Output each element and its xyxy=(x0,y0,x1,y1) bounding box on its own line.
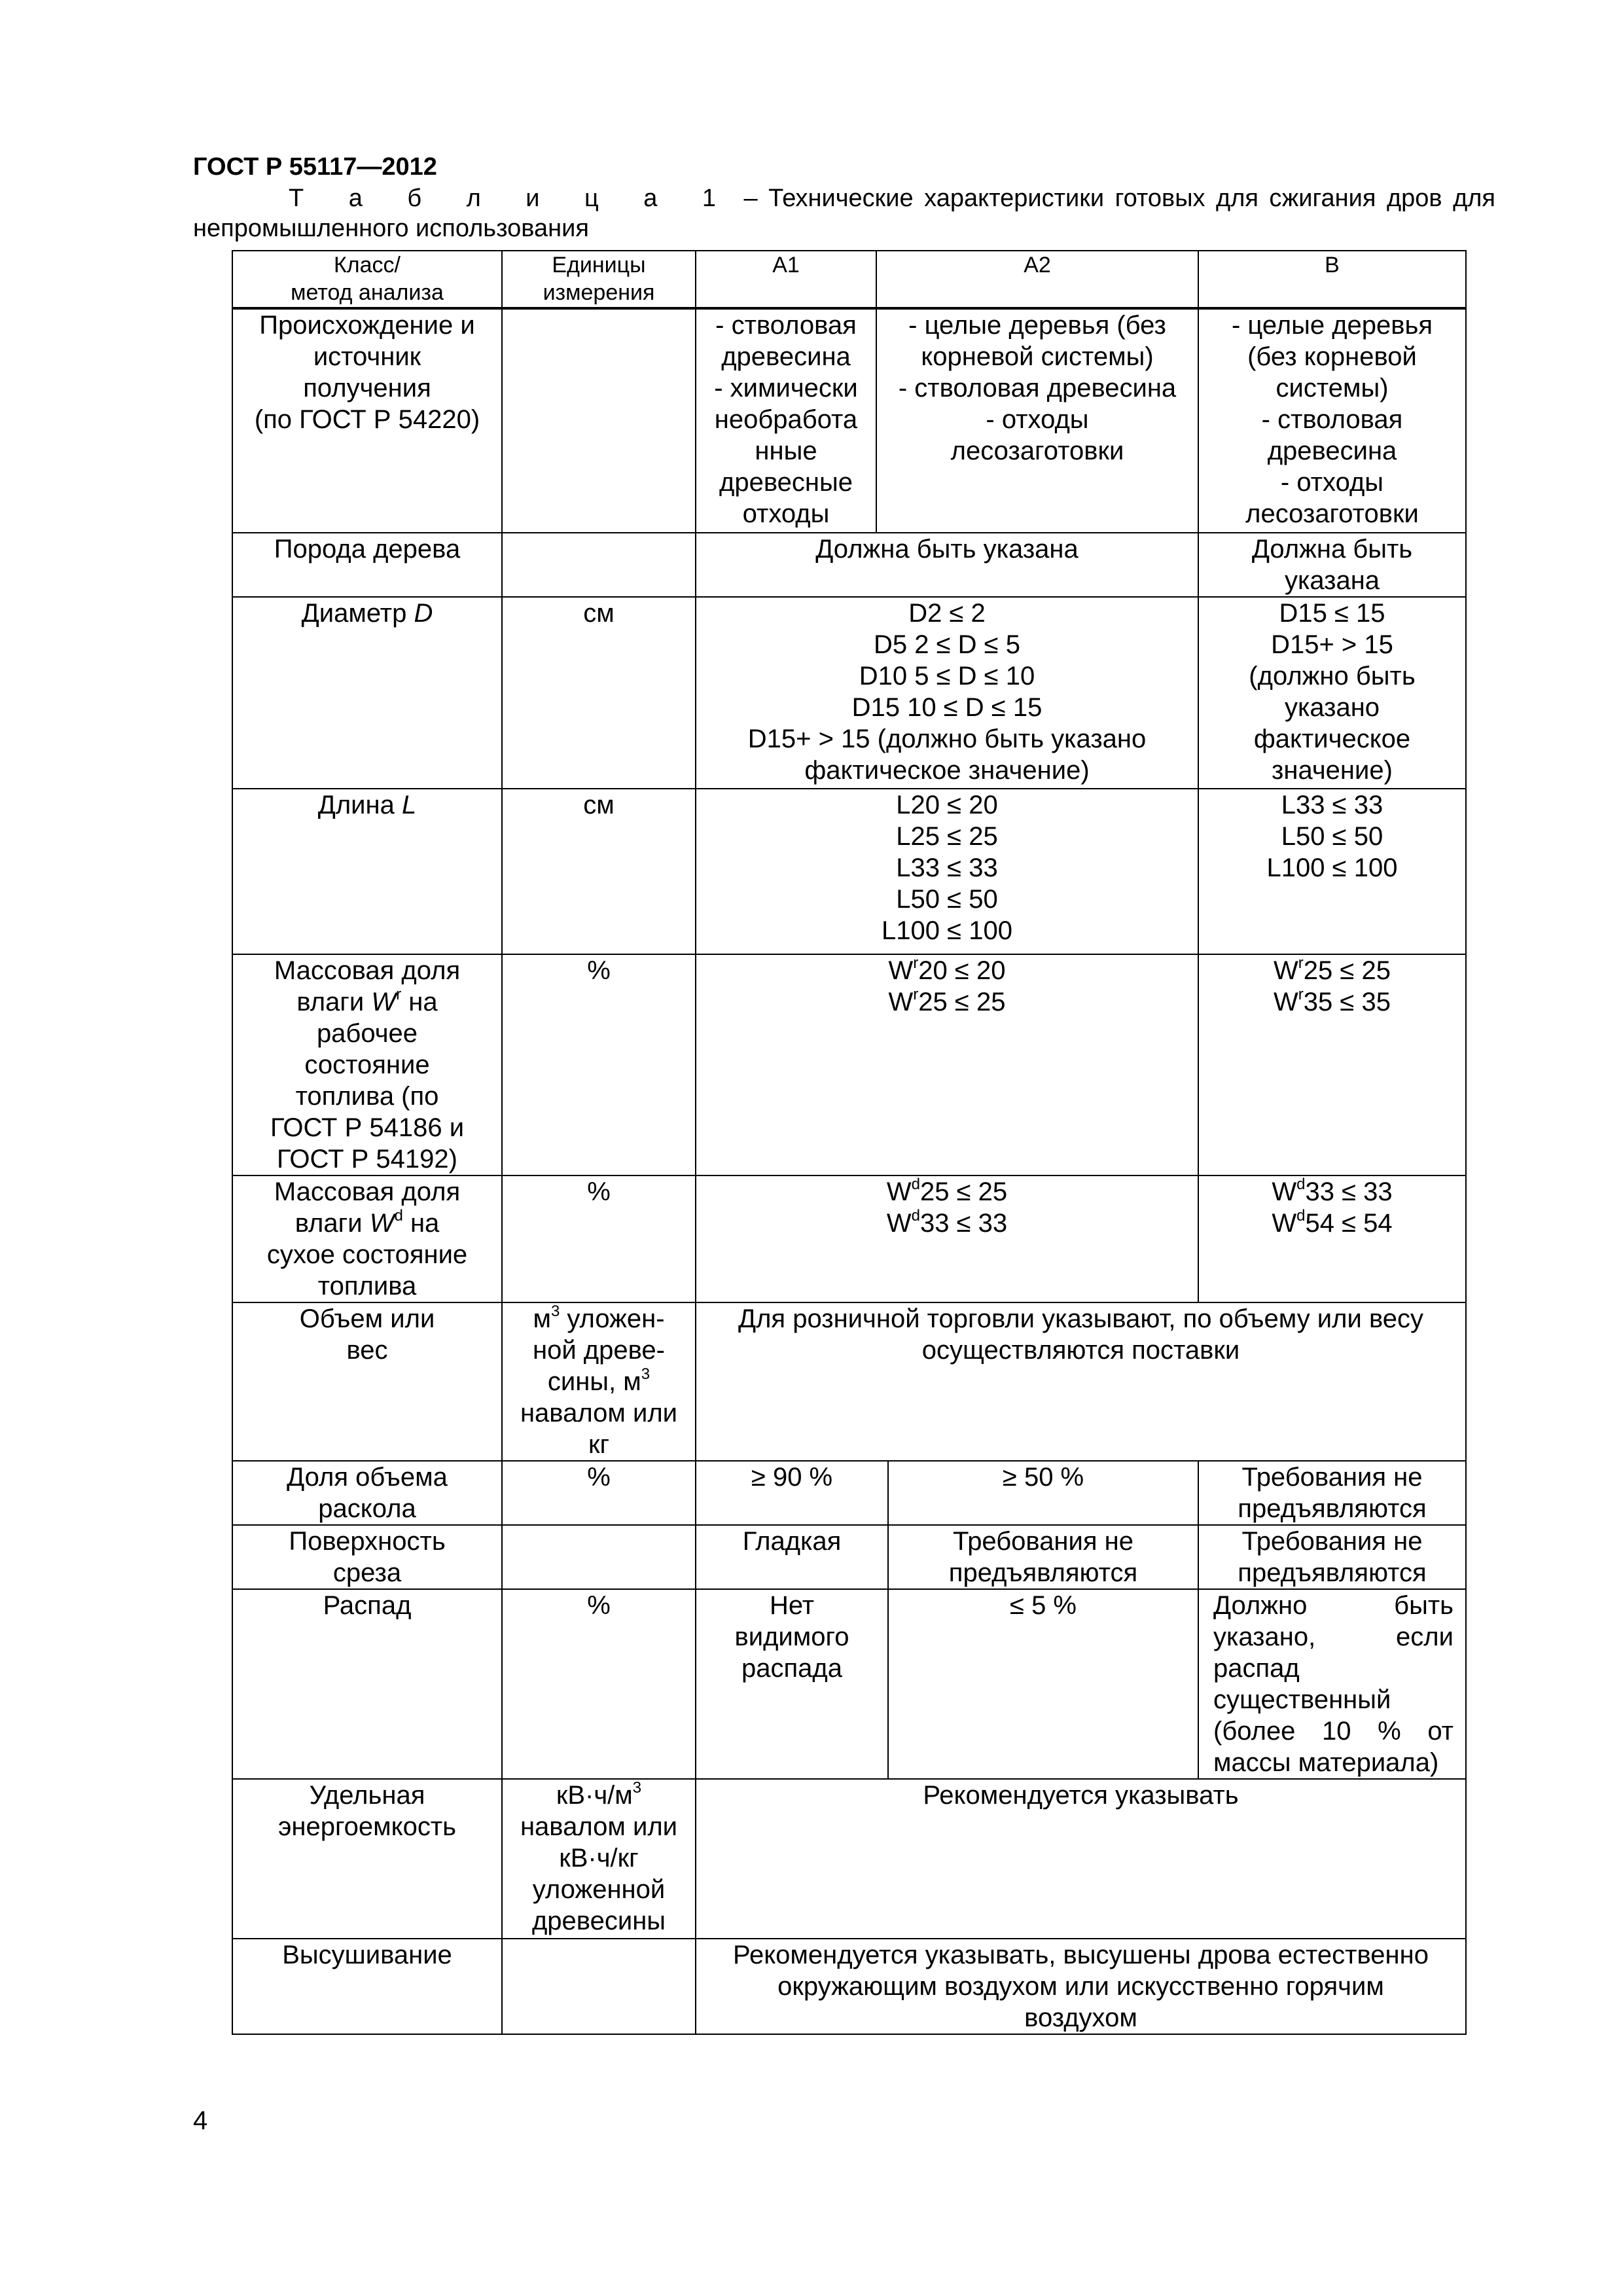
row-surface-a2: Требования не предъявляются xyxy=(888,1525,1198,1589)
specs-table xyxy=(232,250,1467,2035)
row-drying-unit xyxy=(502,1939,696,2034)
table-row xyxy=(232,1939,1466,2034)
row-drying-name: Высушивание xyxy=(232,1939,502,2034)
table-row xyxy=(232,1461,1466,1525)
row-length-a: L20 ≤ 20 L25 ≤ 25 L33 ≤ 33 L50 ≤ 50 L100 ≤ 100 xyxy=(696,789,1198,954)
row-surface-unit xyxy=(502,1525,696,1589)
row-energy-a: Рекомендуется указывать xyxy=(696,1779,1466,1939)
row-diameter-a: D2 ≤ 2 D5 2 ≤ D ≤ 5 D10 5 ≤ D ≤ 10 D15 10 ≤ D ≤ 15 D15+ > 15 (должно быть указано фактическое значение) xyxy=(696,597,1198,789)
row-decay-name: Распад xyxy=(232,1589,502,1779)
row-moisture-r-unit: % xyxy=(502,954,696,1175)
row-moisture-r-a: $W^r20 \le 20$ $W^r25 \le 25$ xyxy=(696,954,1198,1175)
row-surface-a1: Гладкая xyxy=(696,1525,888,1589)
document-code: ГОСТ Р 55117—2012 xyxy=(193,153,437,181)
table-caption-title: – Технические характеристики готовых для сжигания дров для xyxy=(733,185,1495,212)
row-drying-a: Рекомендуется указывать, высушены дрова естественно окружающим воздухом или искусственно горячим воздухом xyxy=(696,1939,1466,2034)
row-split-name: Доля объема раскола xyxy=(232,1461,502,1525)
row-diameter-name: Диаметр D xyxy=(232,597,502,789)
page-number: 4 xyxy=(193,2106,208,2135)
row-decay-unit: % xyxy=(502,1589,696,1779)
table-row xyxy=(232,597,1466,789)
row-surface-name: Поверхность среза xyxy=(232,1525,502,1589)
table-row xyxy=(232,1589,1466,1779)
table-row xyxy=(232,533,1466,597)
table-header-row xyxy=(232,251,1466,308)
row-species-unit xyxy=(502,533,696,597)
row-moisture-r-name: Массовая доля влаги $W^r$ на рабочее состояние топлива (по ГОСТ Р 54186 и ГОСТ Р 54192) xyxy=(232,954,502,1175)
table-row xyxy=(232,1525,1466,1589)
header-a1: А1 xyxy=(696,251,876,308)
row-split-b: Требования не предъявляются xyxy=(1198,1461,1466,1525)
row-origin-a1: - стволовая древесина - химически необработа нные древесные отходы xyxy=(696,308,876,533)
row-origin-b: - целые деревья (без корневой системы) - стволовая древесина - отходы лесозаготовки xyxy=(1198,308,1466,533)
row-split-a1: ≥ 90 % xyxy=(696,1461,888,1525)
row-surface-b: Требования не предъявляются xyxy=(1198,1525,1466,1589)
row-length-unit: см xyxy=(502,789,696,954)
table-caption-title-cont: непромышленного использования xyxy=(193,215,589,242)
row-moisture-d-b: $W^d33 \le 33$ $W^d54 \le 54$ xyxy=(1198,1175,1466,1302)
row-species-b: Должна быть указана xyxy=(1198,533,1466,597)
row-length-b: L33 ≤ 33 L50 ≤ 50 L100 ≤ 100 xyxy=(1198,789,1466,954)
row-diameter-b: D15 ≤ 15 D15+ > 15 (должно быть указано фактическое значение) xyxy=(1198,597,1466,789)
row-diameter-unit: см xyxy=(502,597,696,789)
table-row xyxy=(232,1302,1466,1461)
row-energy-name: Удельная энергоемкость xyxy=(232,1779,502,1939)
row-origin-name: Происхождение и источник получения (по ГОСТ Р 54220) xyxy=(232,308,502,533)
table-row xyxy=(232,1779,1466,1939)
row-moisture-d-a: $W^d25 \le 25$ $W^d33 \le 33$ xyxy=(696,1175,1198,1302)
row-split-a2: ≥ 50 % xyxy=(888,1461,1198,1525)
row-volume-name: Объем или вес xyxy=(232,1302,502,1461)
row-species-a: Должна быть указана xyxy=(696,533,1198,597)
row-moisture-d-unit: % xyxy=(502,1175,696,1302)
table-caption xyxy=(193,183,1495,243)
row-energy-unit: $кВ\cdot ч/м^3$ навалом или кВ·ч/кг уложенной древесины xyxy=(502,1779,696,1939)
row-split-unit: % xyxy=(502,1461,696,1525)
table-row xyxy=(232,789,1466,954)
row-volume-unit: $м^3$ уложен- ной древе- сины, $м^3$ навалом или кг xyxy=(502,1302,696,1461)
table-row xyxy=(232,954,1466,1175)
row-moisture-d-name: Массовая доля влаги $W^d$ на сухое состояние топлива xyxy=(232,1175,502,1302)
row-origin-unit xyxy=(502,308,696,533)
row-origin-a2: - целые деревья (без корневой системы) - стволовая древесина - отходы лесозаготовки xyxy=(876,308,1198,533)
header-class: Класс/ метод анализа xyxy=(232,251,502,308)
row-moisture-r-b: $W^r25 \le 25$ $W^r35 \le 35$ xyxy=(1198,954,1466,1175)
header-units: Единицы измерения xyxy=(502,251,696,308)
header-a2: А2 xyxy=(876,251,1198,308)
row-volume-a: Для розничной торговли указывают, по объему или весу осуществляются поставки xyxy=(696,1302,1466,1461)
row-length-name: Длина L xyxy=(232,789,502,954)
table-row xyxy=(232,308,1466,533)
table-row xyxy=(232,1175,1466,1302)
header-b: В xyxy=(1198,251,1466,308)
row-decay-a1: Нет видимого распада xyxy=(696,1589,888,1779)
row-decay-b: Должно быть указано, если распад существенный (более 10 % от массы материала) xyxy=(1198,1589,1466,1779)
row-species-name: Порода дерева xyxy=(232,533,502,597)
row-decay-a2: ≤ 5 % xyxy=(888,1589,1198,1779)
table-caption-label: Т а б л и ц а 1 xyxy=(289,185,733,212)
